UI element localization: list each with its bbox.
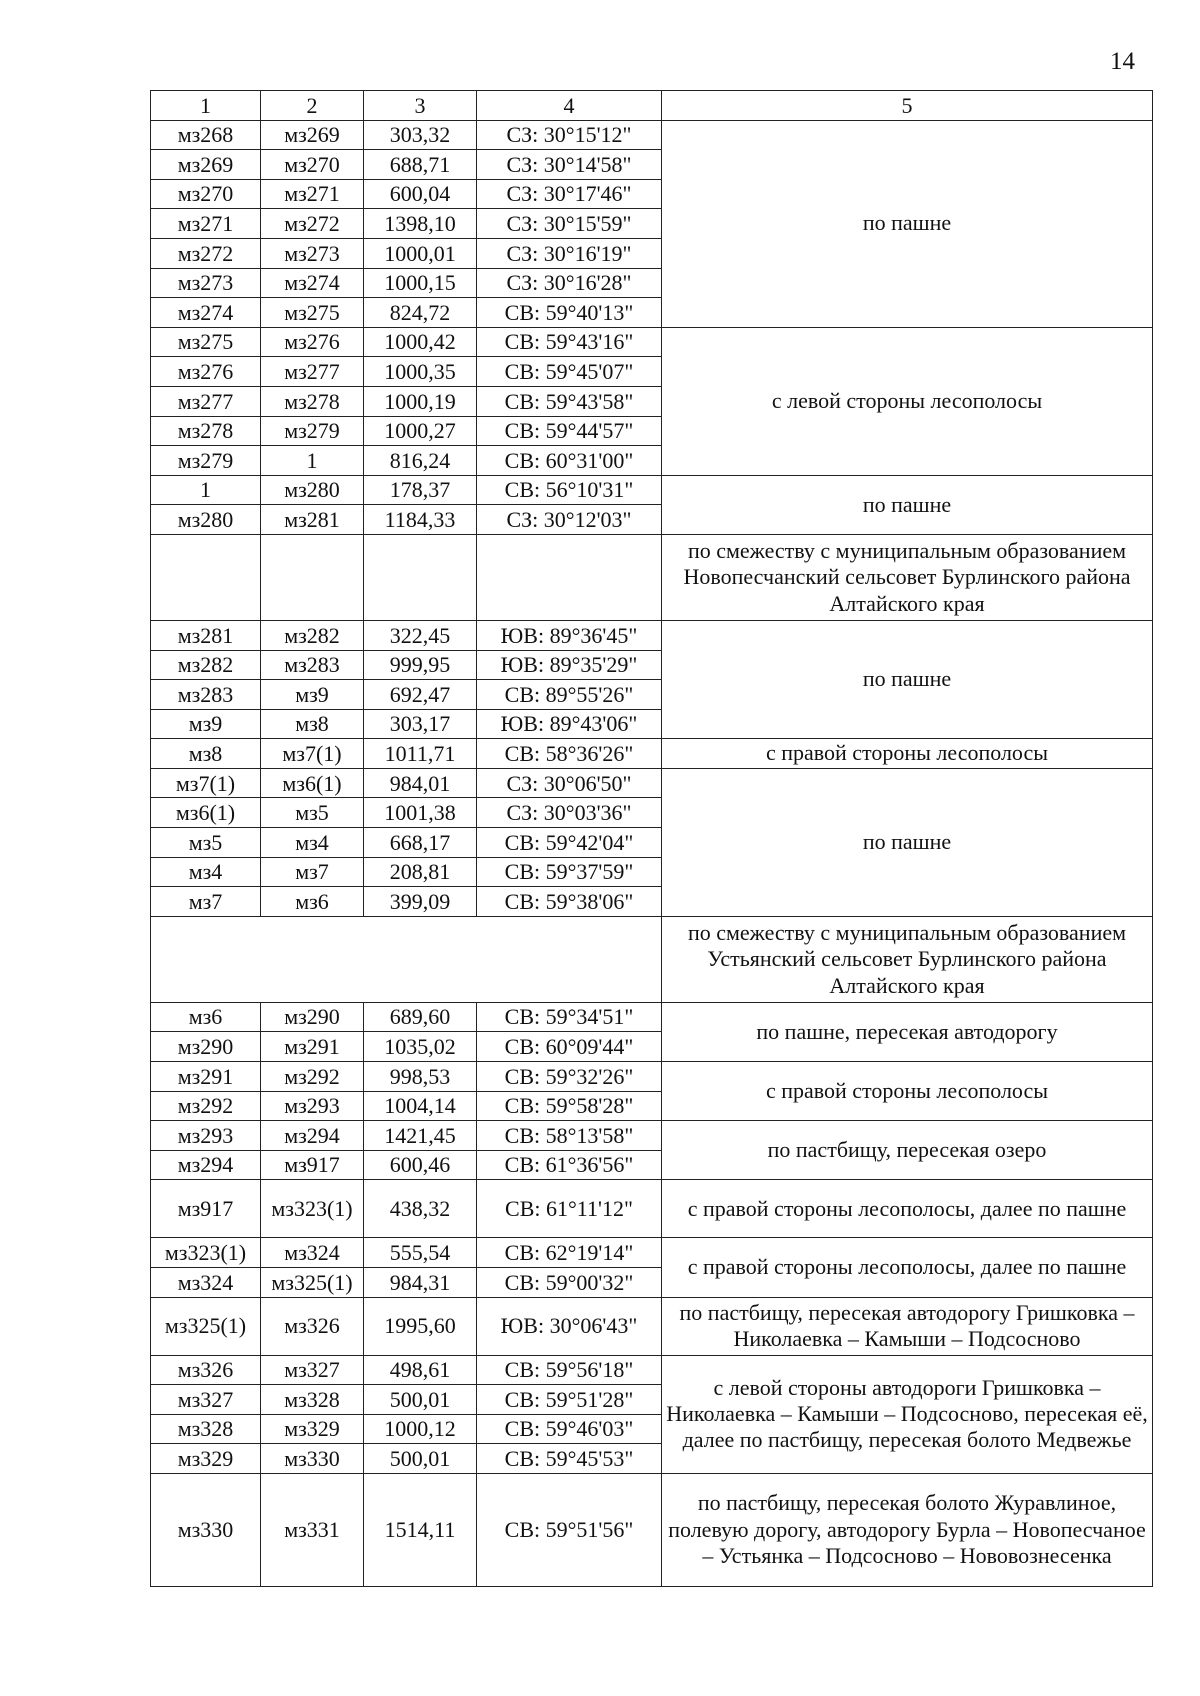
from-point-cell: мз5	[151, 828, 261, 858]
description-cell: с правой стороны лесополосы, далее по пашне	[662, 1180, 1153, 1238]
to-point-cell: мз328	[261, 1385, 364, 1415]
distance-cell: 1000,12	[364, 1414, 477, 1444]
to-point-cell: мз278	[261, 386, 364, 416]
bearing-cell: СВ: 59°56'18"	[477, 1355, 662, 1385]
empty-cell	[477, 534, 662, 620]
to-point-cell: мз293	[261, 1091, 364, 1121]
distance-cell: 178,37	[364, 475, 477, 505]
to-point-cell: мз9	[261, 680, 364, 710]
bearing-cell: СВ: 59°51'56"	[477, 1473, 662, 1586]
to-point-cell: мз282	[261, 620, 364, 650]
table-row	[151, 120, 1153, 150]
boundary-note-row	[151, 534, 1153, 620]
from-point-cell: мз293	[151, 1121, 261, 1151]
bearing-cell: СВ: 59°45'53"	[477, 1444, 662, 1474]
to-point-cell: мз6	[261, 887, 364, 917]
distance-cell: 438,32	[364, 1180, 477, 1238]
to-point-cell: мз272	[261, 209, 364, 239]
to-point-cell: мз271	[261, 179, 364, 209]
bearing-cell: СВ: 60°09'44"	[477, 1032, 662, 1062]
header-col-2: 2	[261, 91, 364, 121]
description-cell: по пастбищу, пересекая автодорогу Гришковка – Николаевка – Камыши – Подсосново	[662, 1297, 1153, 1355]
bearing-cell: СЗ: 30°17'46"	[477, 179, 662, 209]
distance-cell: 1398,10	[364, 209, 477, 239]
from-point-cell: мз277	[151, 386, 261, 416]
distance-cell: 1995,60	[364, 1297, 477, 1355]
to-point-cell: мз269	[261, 120, 364, 150]
to-point-cell: мз325(1)	[261, 1268, 364, 1298]
to-point-cell: мз277	[261, 357, 364, 387]
bearing-cell: СВ: 58°36'26"	[477, 739, 662, 769]
to-point-cell: мз294	[261, 1121, 364, 1151]
from-point-cell: мз917	[151, 1180, 261, 1238]
bearing-cell: СВ: 61°11'12"	[477, 1180, 662, 1238]
distance-cell: 303,32	[364, 120, 477, 150]
page-number: 14	[1110, 48, 1135, 75]
from-point-cell: мз323(1)	[151, 1238, 261, 1268]
distance-cell: 1421,45	[364, 1121, 477, 1151]
boundary-note: по смежеству с муниципальным образованием Новопесчанский сельсовет Бурлинского района Алтайского края	[662, 534, 1153, 620]
table-row	[151, 327, 1153, 357]
description-cell: по пашне	[662, 768, 1153, 916]
description-cell: по пашне, пересекая автодорогу	[662, 1002, 1153, 1061]
distance-cell: 668,17	[364, 828, 477, 858]
distance-cell: 1035,02	[364, 1032, 477, 1062]
header-row	[151, 91, 1153, 121]
bearing-cell: СВ: 61°36'56"	[477, 1150, 662, 1180]
description-cell: по пашне	[662, 120, 1153, 327]
bearing-cell: СВ: 59°45'07"	[477, 357, 662, 387]
from-point-cell: мз8	[151, 739, 261, 769]
distance-cell: 998,53	[364, 1062, 477, 1092]
to-point-cell: мз5	[261, 798, 364, 828]
boundary-note: по смежеству с муниципальным образованием Устьянский сельсовет Бурлинского района Алтайского края	[662, 916, 1153, 1002]
description-cell: с правой стороны лесополосы	[662, 1062, 1153, 1121]
distance-cell: 688,71	[364, 150, 477, 180]
from-point-cell: мз275	[151, 327, 261, 357]
bearing-cell: СЗ: 30°16'19"	[477, 238, 662, 268]
from-point-cell: мз273	[151, 268, 261, 298]
description-cell: по пашне	[662, 620, 1153, 738]
to-point-cell: мз273	[261, 238, 364, 268]
table-row	[151, 1180, 1153, 1238]
table-row	[151, 1473, 1153, 1586]
description-cell: с правой стороны лесополосы	[662, 739, 1153, 769]
bearing-cell: СВ: 59°46'03"	[477, 1414, 662, 1444]
table-row	[151, 475, 1153, 505]
bearing-cell: СВ: 59°32'26"	[477, 1062, 662, 1092]
bearing-cell: СВ: 62°19'14"	[477, 1238, 662, 1268]
to-point-cell: мз290	[261, 1002, 364, 1032]
distance-cell: 600,46	[364, 1150, 477, 1180]
bearing-cell: ЮВ: 89°36'45"	[477, 620, 662, 650]
to-point-cell: мз275	[261, 298, 364, 328]
from-point-cell: мз4	[151, 857, 261, 887]
from-point-cell: мз6	[151, 1002, 261, 1032]
from-point-cell: мз290	[151, 1032, 261, 1062]
to-point-cell: мз276	[261, 327, 364, 357]
empty-cell	[151, 916, 662, 1002]
distance-cell: 498,61	[364, 1355, 477, 1385]
boundary-note-row	[151, 916, 1153, 1002]
bearing-cell: СЗ: 30°15'12"	[477, 120, 662, 150]
from-point-cell: 1	[151, 475, 261, 505]
distance-cell: 1000,42	[364, 327, 477, 357]
description-cell: по пастбищу, пересекая болото Журавлиное, полевую дорогу, автодорогу Бурла – Новопесчаное – Устьянка – Подсосново – Нововознесенка	[662, 1473, 1153, 1586]
to-point-cell: мз329	[261, 1414, 364, 1444]
bearing-cell: СЗ: 30°12'03"	[477, 505, 662, 535]
table-row	[151, 1002, 1153, 1032]
bearing-cell: СВ: 60°31'00"	[477, 446, 662, 476]
bearing-cell: СВ: 59°00'32"	[477, 1268, 662, 1298]
table-header	[151, 91, 1153, 121]
distance-cell: 1000,27	[364, 416, 477, 446]
distance-cell: 303,17	[364, 709, 477, 739]
distance-cell: 1000,15	[364, 268, 477, 298]
table-row	[151, 1297, 1153, 1355]
table-row	[151, 1062, 1153, 1092]
from-point-cell: мз9	[151, 709, 261, 739]
distance-cell: 1011,71	[364, 739, 477, 769]
to-point-cell: мз7(1)	[261, 739, 364, 769]
bearing-cell: СВ: 59°42'04"	[477, 828, 662, 858]
distance-cell: 1001,38	[364, 798, 477, 828]
bearing-cell: СВ: 59°58'28"	[477, 1091, 662, 1121]
description-cell: с левой стороны автодороги Гришковка – Николаевка – Камыши – Подсосново, пересекая её, далее по пастбищу, пересекая болото Медвежье	[662, 1355, 1153, 1473]
to-point-cell: 1	[261, 446, 364, 476]
from-point-cell: мз7(1)	[151, 768, 261, 798]
bearing-cell: СВ: 59°40'13"	[477, 298, 662, 328]
bearing-cell: СВ: 56°10'31"	[477, 475, 662, 505]
from-point-cell: мз329	[151, 1444, 261, 1474]
empty-cell	[151, 534, 261, 620]
to-point-cell: мз4	[261, 828, 364, 858]
from-point-cell: мз327	[151, 1385, 261, 1415]
bearing-cell: СЗ: 30°16'28"	[477, 268, 662, 298]
distance-cell: 999,95	[364, 650, 477, 680]
to-point-cell: мз292	[261, 1062, 364, 1092]
table-row	[151, 1238, 1153, 1268]
bearing-cell: СЗ: 30°15'59"	[477, 209, 662, 239]
distance-cell: 689,60	[364, 1002, 477, 1032]
to-point-cell: мз331	[261, 1473, 364, 1586]
to-point-cell: мз8	[261, 709, 364, 739]
to-point-cell: мз327	[261, 1355, 364, 1385]
empty-cell	[261, 534, 364, 620]
to-point-cell: мз7	[261, 857, 364, 887]
from-point-cell: мз279	[151, 446, 261, 476]
distance-cell: 1184,33	[364, 505, 477, 535]
distance-cell: 816,24	[364, 446, 477, 476]
distance-cell: 555,54	[364, 1238, 477, 1268]
bearing-cell: СВ: 59°51'28"	[477, 1385, 662, 1415]
from-point-cell: мз324	[151, 1268, 261, 1298]
table-body	[151, 120, 1153, 1586]
header-col-4: 4	[477, 91, 662, 121]
distance-cell: 208,81	[364, 857, 477, 887]
distance-cell: 600,04	[364, 179, 477, 209]
bearing-cell: СЗ: 30°06'50"	[477, 768, 662, 798]
from-point-cell: мз278	[151, 416, 261, 446]
from-point-cell: мз291	[151, 1062, 261, 1092]
bearing-cell: СВ: 58°13'58"	[477, 1121, 662, 1151]
distance-cell: 984,31	[364, 1268, 477, 1298]
bearing-cell: СВ: 89°55'26"	[477, 680, 662, 710]
from-point-cell: мз283	[151, 680, 261, 710]
bearing-cell: ЮВ: 89°35'29"	[477, 650, 662, 680]
from-point-cell: мз271	[151, 209, 261, 239]
bearing-cell: ЮВ: 89°43'06"	[477, 709, 662, 739]
to-point-cell: мз274	[261, 268, 364, 298]
header-col-3: 3	[364, 91, 477, 121]
to-point-cell: мз279	[261, 416, 364, 446]
to-point-cell: мз6(1)	[261, 768, 364, 798]
empty-cell	[364, 534, 477, 620]
to-point-cell: мз324	[261, 1238, 364, 1268]
from-point-cell: мз281	[151, 620, 261, 650]
table-row	[151, 768, 1153, 798]
bearing-cell: СЗ: 30°14'58"	[477, 150, 662, 180]
bearing-cell: ЮВ: 30°06'43"	[477, 1297, 662, 1355]
distance-cell: 984,01	[364, 768, 477, 798]
distance-cell: 322,45	[364, 620, 477, 650]
to-point-cell: мз323(1)	[261, 1180, 364, 1238]
description-cell: по пашне	[662, 475, 1153, 534]
distance-cell: 1000,19	[364, 386, 477, 416]
from-point-cell: мз7	[151, 887, 261, 917]
from-point-cell: мз292	[151, 1091, 261, 1121]
distance-cell: 824,72	[364, 298, 477, 328]
table-row	[151, 1355, 1153, 1385]
distance-cell: 500,01	[364, 1444, 477, 1474]
from-point-cell: мз328	[151, 1414, 261, 1444]
distance-cell: 1000,01	[364, 238, 477, 268]
bearing-cell: СВ: 59°44'57"	[477, 416, 662, 446]
to-point-cell: мз281	[261, 505, 364, 535]
to-point-cell: мз280	[261, 475, 364, 505]
from-point-cell: мз272	[151, 238, 261, 268]
description-cell: с левой стороны лесополосы	[662, 327, 1153, 475]
table-row	[151, 1121, 1153, 1151]
description-cell: по пастбищу, пересекая озеро	[662, 1121, 1153, 1180]
to-point-cell: мз291	[261, 1032, 364, 1062]
header-col-1: 1	[151, 91, 261, 121]
distance-cell: 1000,35	[364, 357, 477, 387]
distance-cell: 692,47	[364, 680, 477, 710]
from-point-cell: мз276	[151, 357, 261, 387]
distance-cell: 1514,11	[364, 1473, 477, 1586]
bearing-cell: СВ: 59°34'51"	[477, 1002, 662, 1032]
table-row	[151, 620, 1153, 650]
bearing-cell: СЗ: 30°03'36"	[477, 798, 662, 828]
distance-cell: 1004,14	[364, 1091, 477, 1121]
table-row	[151, 739, 1153, 769]
distance-cell: 399,09	[364, 887, 477, 917]
to-point-cell: мз326	[261, 1297, 364, 1355]
to-point-cell: мз283	[261, 650, 364, 680]
to-point-cell: мз270	[261, 150, 364, 180]
from-point-cell: мз274	[151, 298, 261, 328]
header-col-5: 5	[662, 91, 1153, 121]
from-point-cell: мз270	[151, 179, 261, 209]
bearing-cell: СВ: 59°37'59"	[477, 857, 662, 887]
bearing-cell: СВ: 59°43'58"	[477, 386, 662, 416]
from-point-cell: мз269	[151, 150, 261, 180]
from-point-cell: мз330	[151, 1473, 261, 1586]
from-point-cell: мз325(1)	[151, 1297, 261, 1355]
from-point-cell: мз282	[151, 650, 261, 680]
bearing-cell: СВ: 59°38'06"	[477, 887, 662, 917]
from-point-cell: мз6(1)	[151, 798, 261, 828]
from-point-cell: мз326	[151, 1355, 261, 1385]
to-point-cell: мз917	[261, 1150, 364, 1180]
distance-cell: 500,01	[364, 1385, 477, 1415]
to-point-cell: мз330	[261, 1444, 364, 1474]
description-cell: с правой стороны лесополосы, далее по пашне	[662, 1238, 1153, 1297]
from-point-cell: мз268	[151, 120, 261, 150]
from-point-cell: мз294	[151, 1150, 261, 1180]
bearing-cell: СВ: 59°43'16"	[477, 327, 662, 357]
from-point-cell: мз280	[151, 505, 261, 535]
boundary-table	[150, 90, 1153, 1587]
